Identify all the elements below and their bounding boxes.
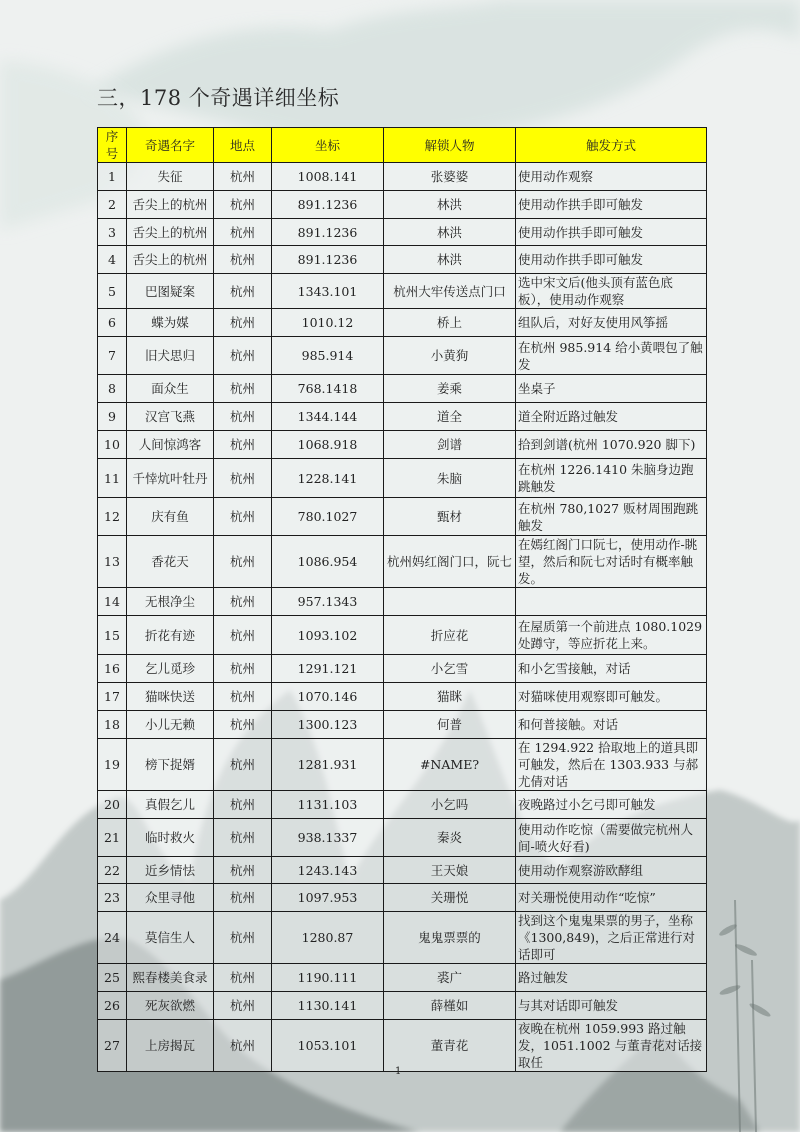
table-row [98,857,707,884]
cell-no: 5 [98,274,127,309]
cell-location: 杭州 [214,739,272,791]
cell-coordinates: 957.1343 [272,588,384,616]
cell-unlock-npc: 折应花 [384,616,516,655]
cell-name: 汉宫飞燕 [127,403,214,431]
cell-location: 杭州 [214,375,272,403]
page-number: 1 [395,1066,402,1077]
cell-no: 6 [98,309,127,337]
cell-name: 熙春楼美食录 [127,964,214,992]
cell-trigger-method: 道全附近路过触发 [516,403,707,431]
cell-trigger-method: 在杭州 780,1027 贩材周围跑跳触发 [516,498,707,536]
cell-no: 26 [98,992,127,1020]
cell-coordinates: 938.1337 [272,819,384,857]
cell-name: 死灰欲燃 [127,992,214,1020]
cell-unlock-npc [384,588,516,616]
cell-no: 12 [98,498,127,536]
header-no: 序号 [98,128,127,163]
cell-trigger-method: 在杭州 1226.1410 朱脑身边跑跳触发 [516,459,707,498]
cell-no: 18 [98,711,127,739]
cell-coordinates: 1086.954 [272,536,384,588]
cell-trigger-method: 使用动作观察游欧酵组 [516,857,707,884]
cell-location: 杭州 [214,1020,272,1072]
cell-unlock-npc: 秦炎 [384,819,516,857]
cell-name: 近乡情怯 [127,857,214,884]
cell-trigger-method: 夜晚路过小乞弓即可触发 [516,791,707,819]
cell-no: 16 [98,655,127,683]
cell-no: 2 [98,191,127,219]
cell-coordinates: 1093.102 [272,616,384,655]
cell-coordinates: 985.914 [272,337,384,375]
header-location: 地点 [214,128,272,163]
cell-no: 3 [98,219,127,246]
cell-coordinates: 1190.111 [272,964,384,992]
cell-coordinates: 1008.141 [272,163,384,191]
table-row [98,912,707,964]
cell-no: 23 [98,884,127,912]
cell-unlock-npc: 鬼鬼票票的 [384,912,516,964]
cell-name: 小儿无赖 [127,711,214,739]
cell-coordinates: 1243.143 [272,857,384,884]
cell-name: 香花天 [127,536,214,588]
cell-unlock-npc: 小乞吗 [384,791,516,819]
table-row [98,964,707,992]
table-row [98,337,707,375]
cell-name: 舌尖上的杭州 [127,191,214,219]
cell-trigger-method: 拾到剑谱(杭州 1070.920 脚下) [516,431,707,459]
cell-unlock-npc: 董青花 [384,1020,516,1072]
cell-name: 旧犬思归 [127,337,214,375]
cell-name: 舌尖上的杭州 [127,246,214,274]
cell-location: 杭州 [214,337,272,375]
cell-no: 22 [98,857,127,884]
table-row [98,683,707,711]
cell-name: 众里寻他 [127,884,214,912]
cell-name: 无根净尘 [127,588,214,616]
cell-trigger-method: 对关珊悦使用动作“吃惊” [516,884,707,912]
table-row [98,739,707,791]
cell-unlock-npc: 桥上 [384,309,516,337]
table-row [98,274,707,309]
cell-name: 人间惊鸿客 [127,431,214,459]
table-row [98,191,707,219]
header-unlock-npc: 解锁人物 [384,128,516,163]
cell-coordinates: 1053.101 [272,1020,384,1072]
cell-coordinates: 1300.123 [272,711,384,739]
cell-coordinates: 1291.121 [272,655,384,683]
table-row [98,431,707,459]
cell-name: 上房揭瓦 [127,1020,214,1072]
cell-location: 杭州 [214,403,272,431]
cell-no: 24 [98,912,127,964]
cell-location: 杭州 [214,964,272,992]
page-title: 三，178 个奇遇详细坐标 [97,86,340,110]
cell-no: 8 [98,375,127,403]
cell-no: 4 [98,246,127,274]
cell-no: 7 [98,337,127,375]
cell-unlock-npc: 朱脑 [384,459,516,498]
cell-unlock-npc: 甄材 [384,498,516,536]
cell-name: 猫咪快送 [127,683,214,711]
cell-unlock-npc: 林洪 [384,246,516,274]
cell-trigger-method: 夜晚在杭州 1059.993 路过触发，1051.1002 与董青花对话接取任 [516,1020,707,1072]
cell-coordinates: 1131.103 [272,791,384,819]
cell-trigger-method: 使用动作吃惊（需要做完杭州人间-喷火好看) [516,819,707,857]
cell-unlock-npc: 道全 [384,403,516,431]
cell-location: 杭州 [214,912,272,964]
cell-no: 11 [98,459,127,498]
cell-name: 临时救火 [127,819,214,857]
table-row [98,992,707,1020]
cell-trigger-method: 和何普接触。对话 [516,711,707,739]
table-row [98,459,707,498]
cell-unlock-npc: 杭州妈红阁门口，阮七 [384,536,516,588]
cell-name: 莫信生人 [127,912,214,964]
cell-trigger-method: 和小乞雪接触，对话 [516,655,707,683]
table-header-row [98,128,707,163]
cell-coordinates: 891.1236 [272,246,384,274]
encounter-coordinates-table [97,127,707,1072]
cell-coordinates: 780.1027 [272,498,384,536]
cell-trigger-method: 对猫咪使用观察即可触发。 [516,683,707,711]
cell-unlock-npc: #NAME? [384,739,516,791]
cell-name: 庆有鱼 [127,498,214,536]
table-row [98,819,707,857]
header-name: 奇遇名字 [127,128,214,163]
cell-location: 杭州 [214,711,272,739]
cell-trigger-method: 在杭州 985.914 给小黄喂包了触发 [516,337,707,375]
table-row [98,246,707,274]
header-trigger-method: 触发方式 [516,128,707,163]
cell-no: 25 [98,964,127,992]
cell-unlock-npc: 林洪 [384,219,516,246]
cell-no: 19 [98,739,127,791]
cell-unlock-npc: 剑谱 [384,431,516,459]
cell-location: 杭州 [214,309,272,337]
table-row [98,616,707,655]
cell-trigger-method: 使用动作拱手即可触发 [516,246,707,274]
cell-location: 杭州 [214,992,272,1020]
cell-unlock-npc: 小乞雪 [384,655,516,683]
cell-unlock-npc: 何普 [384,711,516,739]
cell-location: 杭州 [214,857,272,884]
cell-coordinates: 891.1236 [272,191,384,219]
cell-no: 14 [98,588,127,616]
cell-location: 杭州 [214,163,272,191]
cell-coordinates: 1343.101 [272,274,384,309]
table-row [98,498,707,536]
cell-coordinates: 1344.144 [272,403,384,431]
table-row [98,309,707,337]
cell-trigger-method: 组队后，对好友使用风筝摇 [516,309,707,337]
cell-no: 20 [98,791,127,819]
cell-trigger-method: 使用动作观察 [516,163,707,191]
cell-coordinates: 1010.12 [272,309,384,337]
cell-no: 17 [98,683,127,711]
cell-coordinates: 1097.953 [272,884,384,912]
table-row [98,711,707,739]
table-row [98,655,707,683]
cell-name: 巴图疑案 [127,274,214,309]
cell-unlock-npc: 薛槿如 [384,992,516,1020]
cell-no: 13 [98,536,127,588]
cell-trigger-method: 坐桌子 [516,375,707,403]
cell-no: 21 [98,819,127,857]
cell-coordinates: 891.1236 [272,219,384,246]
cell-coordinates: 1130.141 [272,992,384,1020]
cell-trigger-method: 使用动作拱手即可触发 [516,219,707,246]
cell-location: 杭州 [214,884,272,912]
cell-no: 27 [98,1020,127,1072]
cell-trigger-method: 与其对话即可触发 [516,992,707,1020]
cell-location: 杭州 [214,498,272,536]
table-body [98,163,707,1072]
cell-trigger-method: 在 1294.922 拾取地上的道具即可触发，然后在 1303.933 与郝尤倩对话 [516,739,707,791]
cell-unlock-npc: 张婆婆 [384,163,516,191]
cell-location: 杭州 [214,536,272,588]
cell-location: 杭州 [214,655,272,683]
cell-name: 舌尖上的杭州 [127,219,214,246]
cell-trigger-method: 选中宋文后(他头顶有蓝色底板），使用动作观察 [516,274,707,309]
cell-name: 乞儿觅珍 [127,655,214,683]
cell-location: 杭州 [214,431,272,459]
cell-name: 蝶为媒 [127,309,214,337]
cell-location: 杭州 [214,219,272,246]
cell-location: 杭州 [214,616,272,655]
cell-no: 9 [98,403,127,431]
cell-coordinates: 768.1418 [272,375,384,403]
cell-unlock-npc: 姜乘 [384,375,516,403]
cell-coordinates: 1070.146 [272,683,384,711]
cell-coordinates: 1228.141 [272,459,384,498]
cell-unlock-npc: 杭州大牢传送点门口 [384,274,516,309]
header-coordinates: 坐标 [272,128,384,163]
cell-no: 10 [98,431,127,459]
table-row [98,163,707,191]
cell-coordinates: 1280.87 [272,912,384,964]
cell-no: 15 [98,616,127,655]
table-row [98,375,707,403]
cell-trigger-method: 找到这个鬼鬼果票的男子，坐称《1300,849)，之后正常进行对话即可 [516,912,707,964]
table-row [98,536,707,588]
cell-location: 杭州 [214,274,272,309]
cell-coordinates: 1281.931 [272,739,384,791]
cell-location: 杭州 [214,588,272,616]
cell-name: 失征 [127,163,214,191]
cell-name: 榜下捉婿 [127,739,214,791]
table-row [98,219,707,246]
table-row [98,884,707,912]
table-row [98,403,707,431]
cell-location: 杭州 [214,459,272,498]
cell-no: 1 [98,163,127,191]
cell-coordinates: 1068.918 [272,431,384,459]
cell-name: 真假乞儿 [127,791,214,819]
table-row [98,791,707,819]
cell-location: 杭州 [214,246,272,274]
cell-trigger-method: 在屋质第一个前进点 1080.1029 处蹲守，等应折花上来。 [516,616,707,655]
table-row [98,1020,707,1072]
cell-name: 千悻炕叶牡丹 [127,459,214,498]
cell-unlock-npc: 猫眯 [384,683,516,711]
cell-trigger-method: 在嫣红阁门口阮七，使用动作-眺望，然后和阮七对话时有概率触发。 [516,536,707,588]
cell-unlock-npc: 林洪 [384,191,516,219]
cell-trigger-method: 使用动作拱手即可触发 [516,191,707,219]
cell-unlock-npc: 裘广 [384,964,516,992]
cell-name: 折花有迹 [127,616,214,655]
cell-location: 杭州 [214,191,272,219]
table-row [98,588,707,616]
cell-unlock-npc: 关珊悦 [384,884,516,912]
cell-unlock-npc: 王天娘 [384,857,516,884]
cell-location: 杭州 [214,683,272,711]
cell-trigger-method: 路过触发 [516,964,707,992]
cell-name: 面众生 [127,375,214,403]
cell-location: 杭州 [214,819,272,857]
cell-unlock-npc: 小黄狗 [384,337,516,375]
cell-location: 杭州 [214,791,272,819]
cell-trigger-method [516,588,707,616]
